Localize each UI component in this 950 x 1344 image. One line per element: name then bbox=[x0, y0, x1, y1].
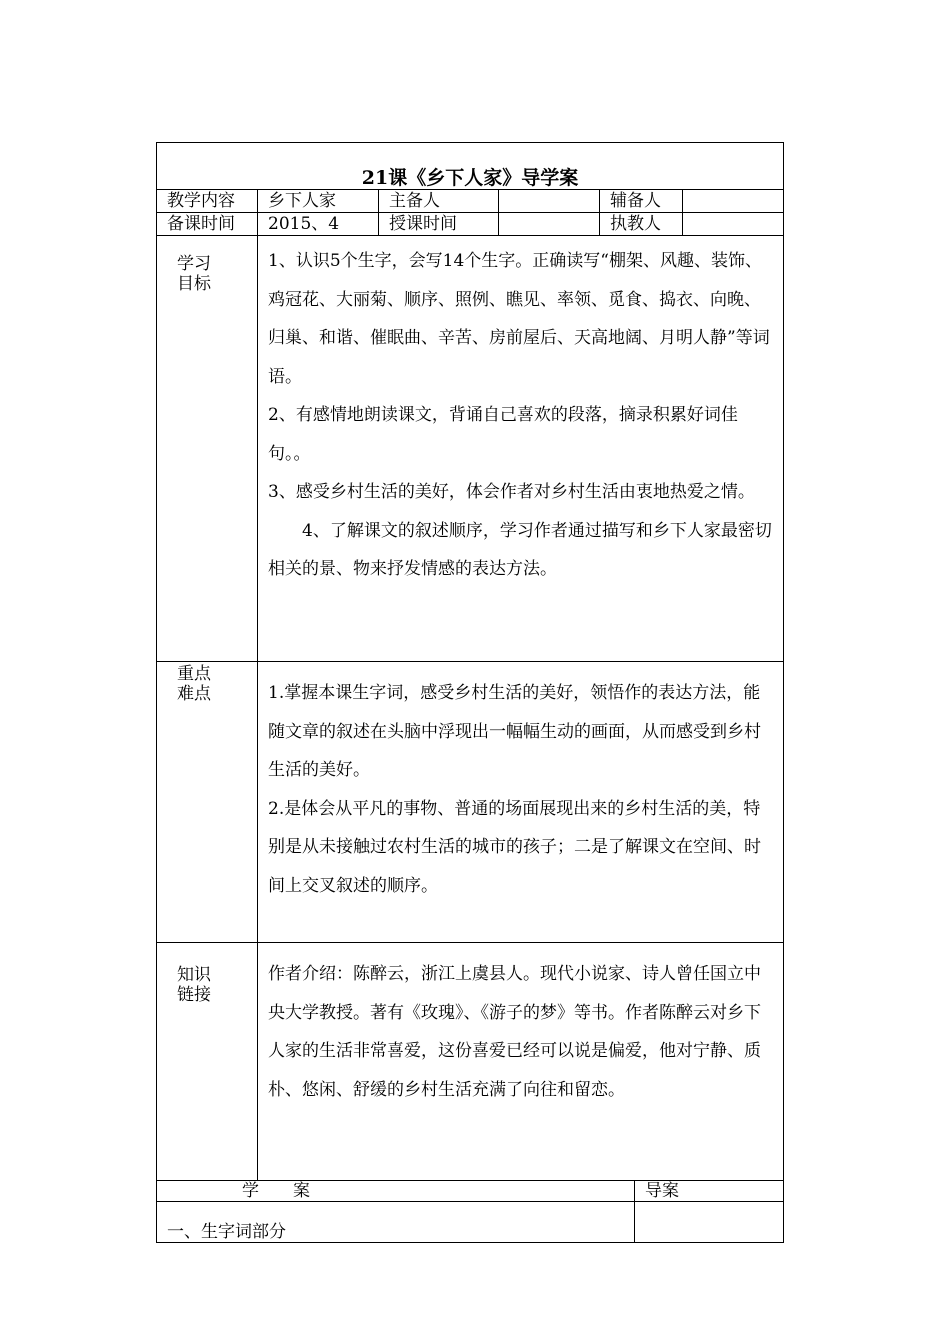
class-time-label: 授课时间 bbox=[379, 213, 499, 236]
goals-content bbox=[258, 236, 784, 662]
lead-preparer-value bbox=[499, 190, 600, 213]
teacher-value bbox=[683, 213, 784, 236]
knowledge-text: 作者介绍：陈醉云，浙江上虞县人。现代小说家、诗人曾任国立中央大学教授。著有《玫瑰》、《游子的梦》等书。作者陈醉云对乡下人家的生活非常喜爱，这份喜爱已经可以说是偏爱，他对宁静、质朴、悠闲、舒缓的乡村生活充满了向往和留恋。 bbox=[268, 964, 761, 1100]
prep-time-value: 2015、4 bbox=[258, 213, 379, 236]
goals-row bbox=[157, 236, 784, 662]
guide-plan-header: 导案 bbox=[635, 1181, 784, 1202]
knowledge-content bbox=[258, 943, 784, 1181]
document-title: 21课《乡下人家》导学案 bbox=[157, 143, 784, 190]
info-row-1 bbox=[157, 190, 784, 213]
goals-label-cell bbox=[157, 236, 258, 662]
goal-item-1: 1、认识5个生字，会写14个生字。正确读写“棚架、风趣、装饰、鸡冠花、大丽菊、顺序、照例、瞧见、率领、觅食、捣衣、向晚、归巢、和谐、催眠曲、辛苦、房前屋后、天高地阔、月明人静”等词语。 bbox=[268, 251, 770, 387]
lesson-plan-document bbox=[156, 142, 783, 1243]
study-plan-header: 学 案 bbox=[157, 1181, 635, 1202]
prep-time-label: 备课时间 bbox=[157, 213, 258, 236]
goal-item-2: 2、有感情地朗读课文，背诵自己喜欢的段落，摘录积累好词佳句。。 bbox=[268, 405, 738, 464]
study-plan-body-row bbox=[157, 1202, 784, 1243]
goals-label: 学习目标 bbox=[177, 254, 211, 294]
teacher-label: 执教人 bbox=[600, 213, 683, 236]
assistant-preparer-label: 辅备人 bbox=[600, 190, 683, 213]
study-plan-header-row bbox=[157, 1181, 784, 1202]
vocabulary-section-title: 一、生字词部分 bbox=[157, 1202, 635, 1243]
key-point-item-2: 2.是体会从平凡的事物、普通的场面展现出来的乡村生活的美，特别是从未接触过农村生活的城市的孩子；二是了解课文在空间、时间上交叉叙述的顺序。 bbox=[268, 798, 761, 896]
goal-item-3: 3、感受乡村生活的美好，体会作者对乡村生活由衷地热爱之情。 bbox=[268, 482, 755, 502]
guide-plan-body bbox=[635, 1202, 784, 1243]
knowledge-label: 知识链接 bbox=[177, 965, 211, 1005]
teaching-content-value: 乡下人家 bbox=[258, 190, 379, 213]
lesson-plan-table bbox=[156, 142, 784, 1243]
knowledge-label-cell bbox=[157, 943, 258, 1181]
key-points-row bbox=[157, 662, 784, 943]
lead-preparer-label: 主备人 bbox=[379, 190, 499, 213]
class-time-value bbox=[499, 213, 600, 236]
key-point-item-1: 1.掌握本课生字词，感受乡村生活的美好，领悟作的表达方法，能随文章的叙述在头脑中浮现出一幅幅生动的画面，从而感受到乡村生活的美好。 bbox=[268, 683, 761, 780]
key-points-label: 重点难点 bbox=[177, 664, 211, 704]
key-points-content bbox=[258, 662, 784, 943]
teaching-content-label: 教学内容 bbox=[157, 190, 258, 213]
goal-item-4: 4、了解课文的叙述顺序，学习作者通过描写和乡下人家最密切相关的景、物来抒发情感的表达方法。 bbox=[268, 520, 772, 579]
assistant-preparer-value bbox=[683, 190, 784, 213]
info-row-2 bbox=[157, 213, 784, 236]
knowledge-row bbox=[157, 943, 784, 1181]
key-points-label-cell bbox=[157, 662, 258, 943]
